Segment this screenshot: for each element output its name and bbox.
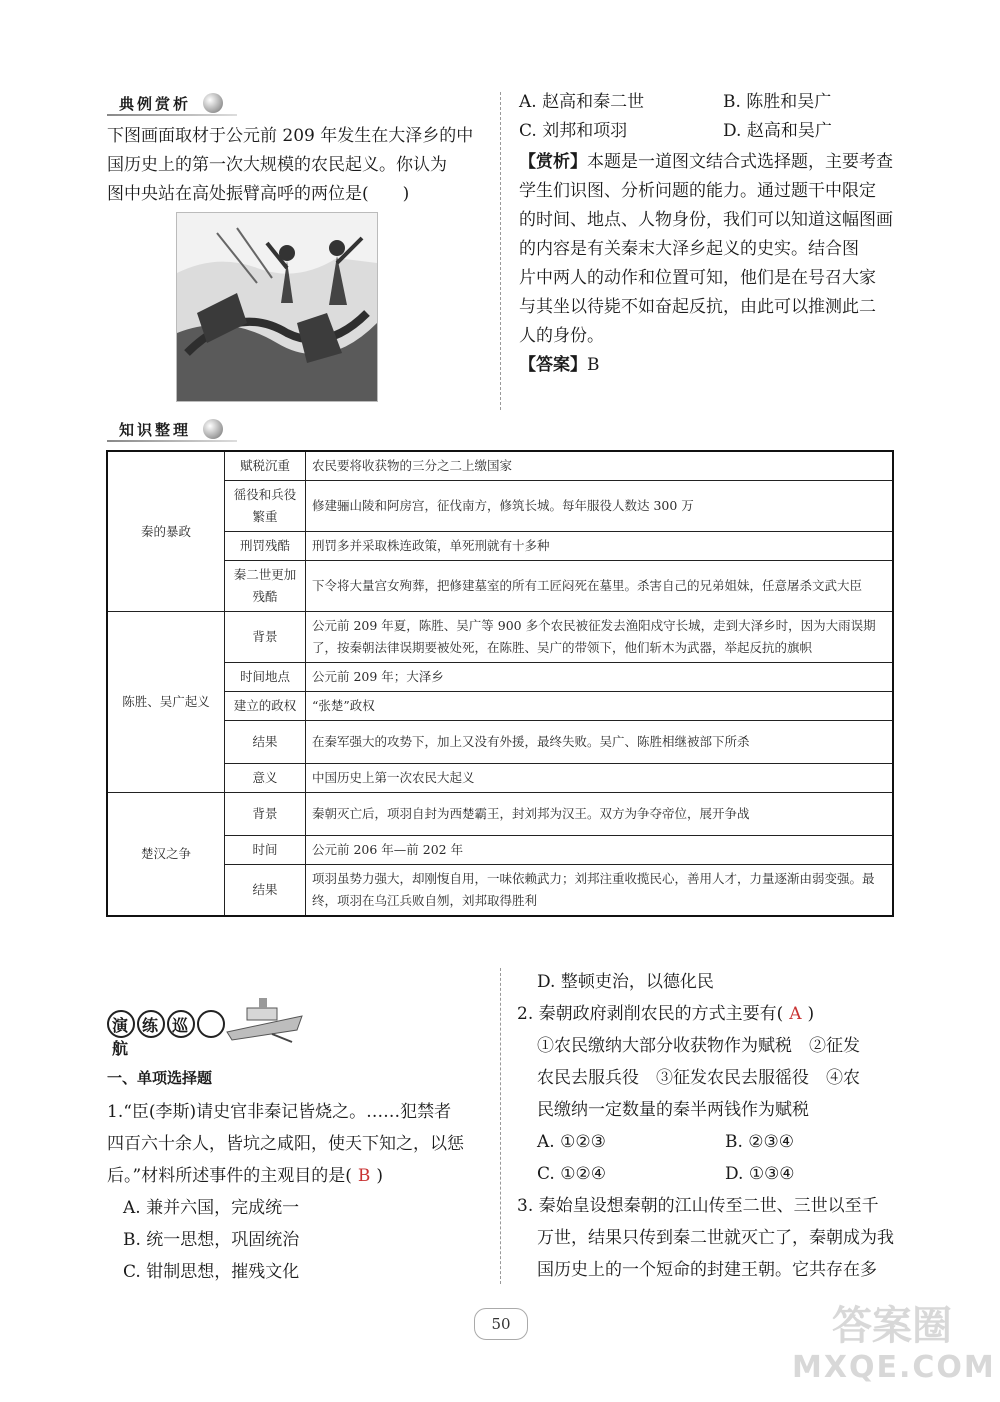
knowledge-table <box>106 450 894 917</box>
q1-line: 1.“臣(李斯)请史官非秦记皆烧之。……犯禁者 <box>107 1102 452 1122</box>
q2-prompt <box>517 998 902 1030</box>
q2-option-a: A. ①②③ <box>537 1132 606 1152</box>
table-row <box>107 692 893 721</box>
desc-cell: 秦朝灭亡后，项羽自封为西楚霸王，封刘邦为汉王。双方为争夺帝位，展开争战 <box>306 793 894 836</box>
category-cell: 陈胜、吴广起义 <box>107 612 225 793</box>
q1-paren: ) <box>376 1166 383 1186</box>
q2-line: 农民去服兵役 ③征发农民去服徭役 ④农 <box>537 1068 860 1088</box>
question-1 <box>107 1096 492 1288</box>
example-analysis <box>519 148 899 380</box>
watermark-line2: MXQE.COM <box>792 1350 996 1385</box>
sub-cell: 建立的政权 <box>225 692 306 721</box>
q2-line: ①农民缴纳大部分收获物作为赋税 ②征发 <box>537 1036 860 1056</box>
sub-cell: 背景 <box>225 612 306 663</box>
illustration-svg <box>177 213 377 401</box>
table-row <box>107 793 893 836</box>
q3-line: 万世，结果只传到秦二世就灭亡了，秦朝成为我 <box>537 1228 894 1248</box>
practice-logo-text: 演练巡航 <box>112 1016 203 1058</box>
practice-section-title: 一、单项选择题 <box>107 1069 213 1087</box>
analysis-line: 与其坐以待毙不如奋起反抗，由此可以推测此二 <box>519 297 876 317</box>
table-row <box>107 663 893 692</box>
q1-line: 四百六十余人，皆坑之咸阳，使天下知之，以惩 <box>107 1134 464 1154</box>
desc-cell: 农民要将收获物的三分之二上缴国家 <box>306 451 894 481</box>
desc-cell: 刑罚多并采取株连政策，单死刑就有十多种 <box>306 532 894 561</box>
knowledge-heading <box>107 418 237 442</box>
analysis-line: 的时间、地点、人物身份，我们可以知道这幅图画 <box>519 210 893 230</box>
table-row <box>107 481 893 532</box>
desc-cell: 公元前 206 年—前 202 年 <box>306 836 894 865</box>
sub-cell: 时间地点 <box>225 663 306 692</box>
q1-option: D. 整顿吏治，以德化民 <box>537 972 714 992</box>
analysis-line: 学生们识图、分析问题的能力。通过题干中限定 <box>519 181 876 201</box>
q2-option-b: B. ②③④ <box>725 1132 795 1152</box>
desc-cell: 项羽虽势力强大，却刚愎自用，一味依赖武力；刘邦注重收揽民心，善用人才，力量逐渐由弱变强。最终，项羽在乌江兵败自刎，刘邦取得胜利 <box>306 865 894 917</box>
heading-underline <box>107 440 237 442</box>
q1-option: B. 统一思想，巩固统治 <box>123 1230 300 1250</box>
q2-option-c: C. ①②④ <box>537 1164 606 1184</box>
category-cell: 秦的暴政 <box>107 451 225 612</box>
sub-cell: 背景 <box>225 793 306 836</box>
q1-prompt: 后。”材料所述事件的主观目的是( <box>107 1166 352 1186</box>
column-divider <box>500 92 501 410</box>
watermark-line1: 答案圈 <box>832 1303 952 1349</box>
uprising-illustration <box>176 212 378 402</box>
q3-line: 3. 秦始皇设想秦朝的江山传至二世、三世以至千 <box>517 1196 879 1216</box>
pearl-icon <box>203 419 223 439</box>
option-d: D. 赵高和吴广 <box>723 121 832 141</box>
sub-cell: 意义 <box>225 764 306 793</box>
example-heading-text: 典例赏析 <box>119 95 192 113</box>
sub-cell: 徭役和兵役繁重 <box>225 481 306 532</box>
q2-options-row <box>517 1126 902 1158</box>
example-options <box>519 88 899 146</box>
knowledge-heading-text: 知识整理 <box>119 421 192 439</box>
column-divider <box>500 968 501 1284</box>
question-line: 图中央站在高处振臂高呼的两位是( ) <box>107 184 410 204</box>
desc-cell: 公元前 209 年夏，陈胜、吴广等 900 多个农民被征发去渔阳戍守长城，走到大泽乡时，因为大雨误期了，按秦朝法律误期要被处死，在陈胜、吴广的带领下，他们斩木为武器，举起反抗的旗帜 <box>306 612 894 663</box>
answer-value: B <box>587 355 600 375</box>
answer-tag: 【答案】 <box>519 355 587 375</box>
option-a: A. 赵高和秦二世 <box>519 92 645 112</box>
sub-cell: 结果 <box>225 721 306 764</box>
q1-answer: B <box>357 1166 371 1186</box>
table-row <box>107 532 893 561</box>
desc-cell: 中国历史上第一次农民大起义 <box>306 764 894 793</box>
question-line: 下图画面取材于公元前 209 年发生在大泽乡的中 <box>107 126 474 146</box>
practice-right-column <box>517 966 902 1286</box>
heading-underline <box>107 114 237 116</box>
page-number: 50 <box>474 1308 528 1340</box>
q2-paren: ) <box>807 1004 815 1024</box>
table-row <box>107 764 893 793</box>
option-c: C. 刘邦和项羽 <box>519 121 628 141</box>
q2-option-d: D. ①③④ <box>725 1164 795 1184</box>
example-heading <box>107 92 237 116</box>
category-cell: 楚汉之争 <box>107 793 225 917</box>
desc-cell: 公元前 209 年；大泽乡 <box>306 663 894 692</box>
q2-text: 2. 秦朝政府剥削农民的方式主要有( <box>517 1004 784 1024</box>
question-line: 国历史上的第一次大规模的农民起义。你认为 <box>107 155 447 175</box>
q1-option: C. 钳制思想，摧残文化 <box>123 1262 300 1282</box>
table-row <box>107 451 893 481</box>
options-row <box>519 88 899 117</box>
sub-cell: 秦二世更加残酷 <box>225 561 306 612</box>
table-row <box>107 836 893 865</box>
analysis-line: 片中两人的动作和位置可知，他们是在号召大家 <box>519 268 876 288</box>
table-row <box>107 865 893 917</box>
watermark <box>792 1302 996 1392</box>
table-row <box>107 612 893 663</box>
practice-logo <box>107 994 307 1058</box>
q2-line: 民缴纳一定数量的秦半两钱作为赋税 <box>537 1100 809 1120</box>
analysis-line: 人的身份。 <box>519 326 604 346</box>
desc-cell: 修建骊山陵和阿房宫，征伐南方，修筑长城。每年服役人数达 300 万 <box>306 481 894 532</box>
sub-cell: 赋税沉重 <box>225 451 306 481</box>
answer-line <box>519 351 899 380</box>
options-row <box>519 117 899 146</box>
analysis-text: 本题是一道图文结合式选择题，主要考查 <box>587 152 893 172</box>
analysis-tag: 【赏析】 <box>519 152 587 172</box>
desc-cell: “张楚”政权 <box>306 692 894 721</box>
table-row <box>107 561 893 612</box>
q2-answer: A <box>789 1004 802 1024</box>
table-row <box>107 721 893 764</box>
analysis-line: 的内容是有关秦末大泽乡起义的史实。结合图 <box>519 239 859 259</box>
sub-cell: 结果 <box>225 865 306 917</box>
desc-cell: 在秦军强大的攻势下，加上又没有外援，最终失败。吴广、陈胜相继被部下所杀 <box>306 721 894 764</box>
q1-line <box>107 1160 492 1192</box>
q1-option: A. 兼并六国，完成统一 <box>123 1198 300 1218</box>
analysis-line <box>519 148 899 177</box>
pearl-icon <box>203 93 223 113</box>
option-b: B. 陈胜和吴广 <box>723 92 832 112</box>
example-question <box>107 122 487 209</box>
sub-cell: 时间 <box>225 836 306 865</box>
q3-line: 国历史上的一个短命的封建王朝。它共存在多 <box>537 1260 877 1280</box>
desc-cell: 下令将大量宫女殉葬，把修建墓室的所有工匠闷死在墓里。杀害自己的兄弟姐妹，任意屠杀文武大臣 <box>306 561 894 612</box>
q2-options-row <box>517 1158 902 1190</box>
sub-cell: 刑罚残酷 <box>225 532 306 561</box>
